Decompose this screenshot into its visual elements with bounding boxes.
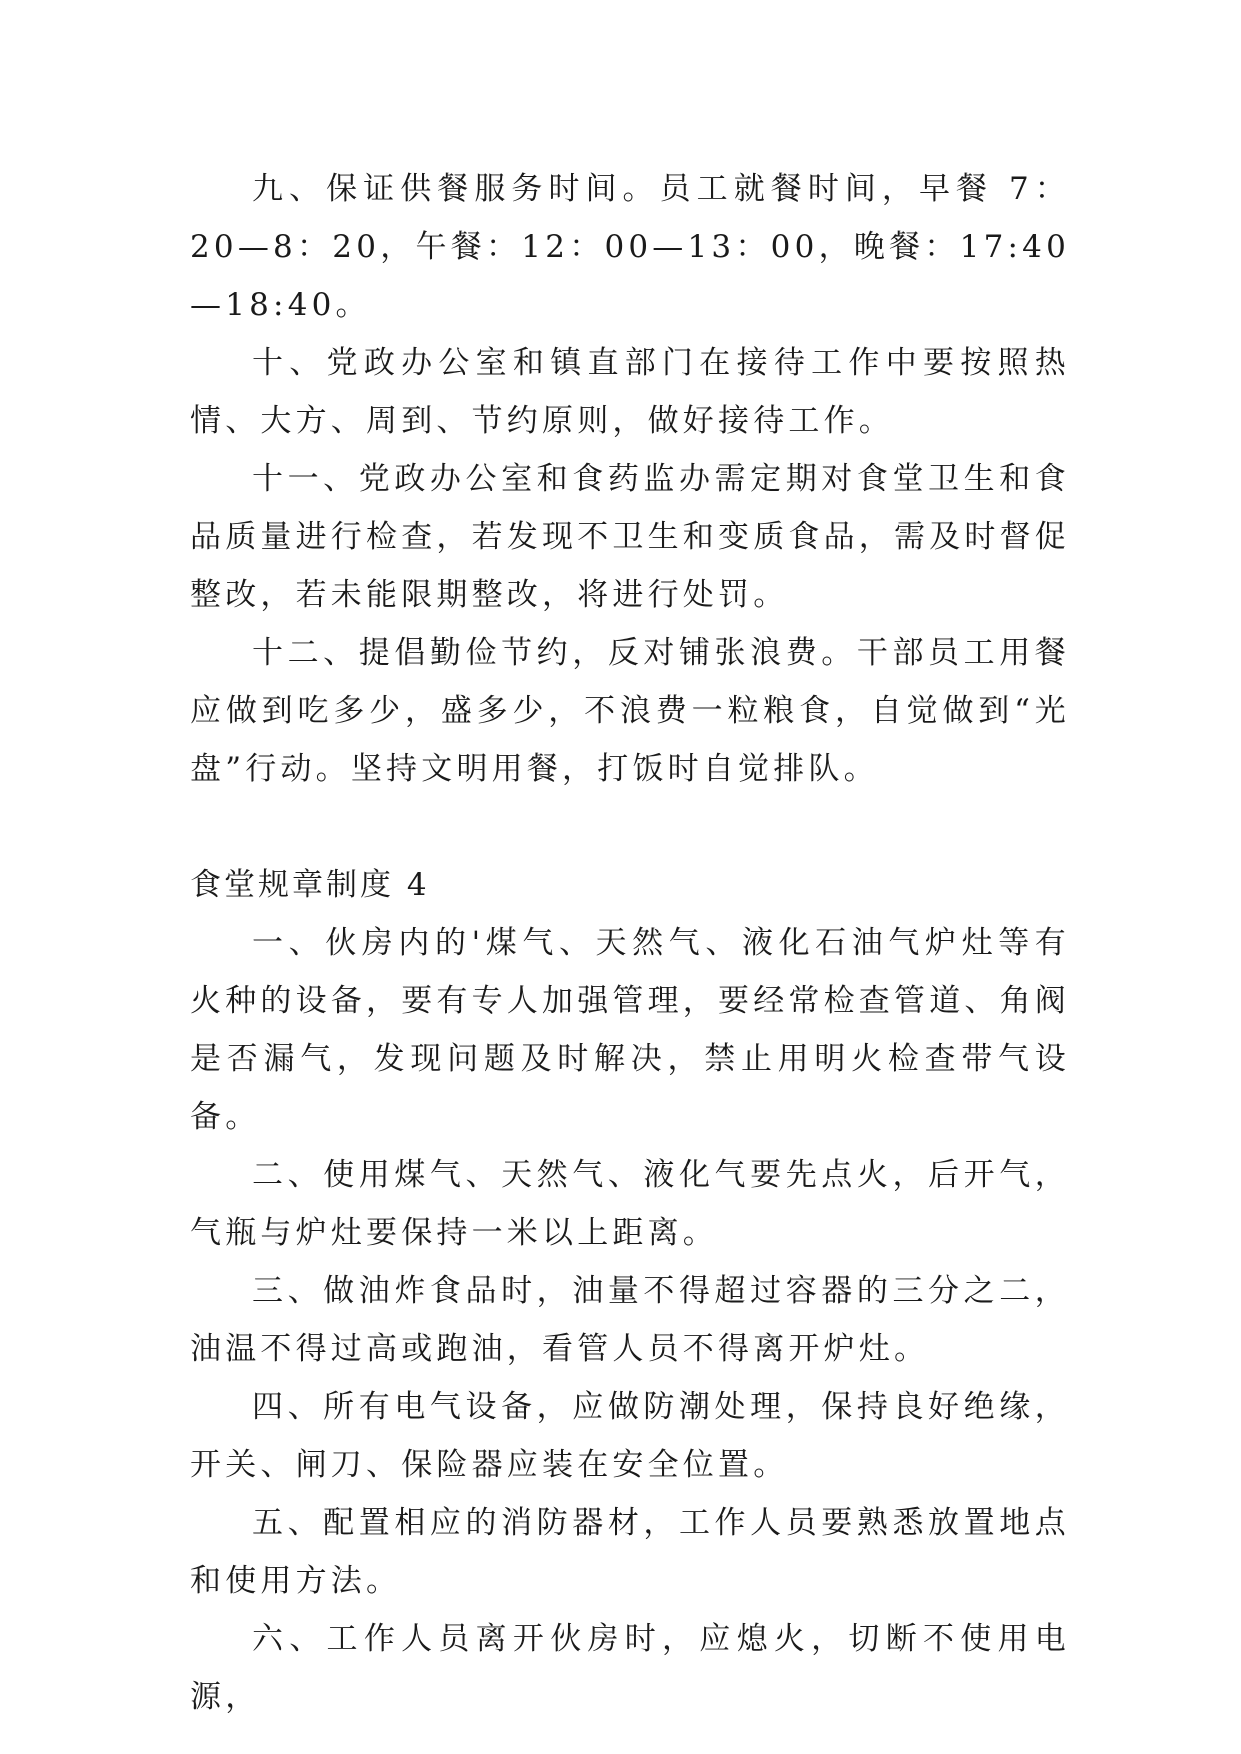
paragraph-11: 十一、党政办公室和食药监办需定期对食堂卫生和食品质量进行检查，若发现不卫生和变质食品，需及时督促整改，若未能限期整改，将进行处罚。	[190, 461, 1070, 613]
paragraph-10: 十、党政办公室和镇直部门在接待工作中要按照热情、大方、周到、节约原则，做好接待工作。	[190, 345, 1070, 439]
paragraph-9: 九、保证供餐服务时间。员工就餐时间，早餐 7：20—8：20，午餐：12：00—13：00，晚餐：17:40—18:40。	[190, 171, 1070, 323]
rule-5: 五、配置相应的消防器材，工作人员要熟悉放置地点和使用方法。	[190, 1505, 1070, 1599]
rule-3: 三、做油炸食品时，油量不得超过容器的三分之二，油温不得过高或跑油，看管人员不得离开炉灶。	[190, 1273, 1070, 1367]
rule-1: 一、伙房内的'煤气、天然气、液化石油气炉灶等有火种的设备，要有专人加强管理，要经常检查管道、角阀是否漏气，发现问题及时解决，禁止用明火检查带气设备。	[190, 925, 1070, 1135]
document-body	[190, 160, 1070, 1726]
rule-4: 四、所有电气设备，应做防潮处理，保持良好绝缘，开关、闸刀、保险器应装在安全位置。	[190, 1389, 1070, 1483]
rule-2: 二、使用煤气、天然气、液化气要先点火，后开气，气瓶与炉灶要保持一米以上距离。	[190, 1157, 1070, 1251]
rule-6: 六、工作人员离开伙房时，应熄火，切断不使用电源，	[190, 1621, 1070, 1715]
section-heading: 食堂规章制度 4	[190, 867, 430, 903]
paragraph-12: 十二、提倡勤俭节约，反对铺张浪费。干部员工用餐应做到吃多少，盛多少，不浪费一粒粮食，自觉做到“光盘”行动。坚持文明用餐，打饭时自觉排队。	[190, 635, 1070, 787]
